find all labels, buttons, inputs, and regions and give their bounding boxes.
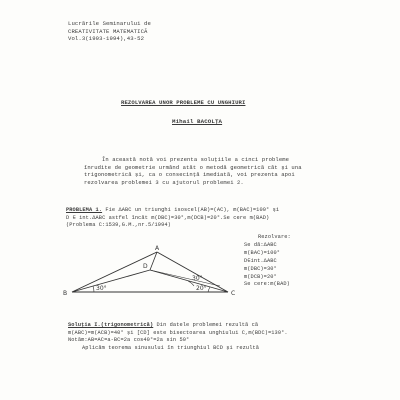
label-c: C (231, 290, 236, 297)
solution-text-1: Din datele problemei rezultă că (153, 322, 259, 328)
label-d: D (143, 263, 148, 270)
intro-line-2: înrudite de geometrie urmând atât o metodă geometrică cât și una (84, 163, 302, 171)
segment-dc (150, 270, 228, 292)
intro-line-4: rezolvarea problemei 3 cu ajutorul problemei 2. (84, 178, 244, 186)
given-line-1: Se dă:ΔABC (244, 241, 277, 248)
given-line-6: Se cere:m(BAD) (244, 281, 290, 288)
solution-block (68, 322, 288, 352)
solution-line-1 (68, 322, 288, 330)
given-line-4: m(DBC)=30° (244, 265, 277, 272)
angle-label-c: 20° (196, 285, 207, 292)
solution-line-2: m(ABC)=m(ACB)=40° și [CD] este bisectoarea unghiului C,m(BDC)=130°. (68, 329, 288, 336)
given-block (244, 234, 291, 289)
problem-line-1 (66, 207, 279, 215)
problem-label: PROBLEMA 1. (66, 207, 103, 213)
problem-line-2: D ∈ int.ΔABC astfel încât m(DBC)=30°,m(DCB)=20°.Se cere m(BAD) (66, 214, 270, 221)
header-line-2: CREATIVITATE MATEMATICĂ (68, 27, 148, 35)
paper-author: Mihail BACOLȚA (172, 118, 223, 125)
angle-label-a: 30° (192, 275, 203, 282)
solution-line-3: Notăm:AB=AC=a-BC=2a cos40°=2a sin 50° (68, 337, 190, 344)
solution-line-4: Aplicăm teorema sinusului în triunghiul BCD și rezultă (82, 344, 260, 351)
side-ac (157, 252, 228, 292)
header-line-3: Vol.3(1993-1994),43-52 (68, 35, 145, 43)
label-b: B (63, 290, 68, 297)
arc-b (93, 286, 94, 292)
triangle-diagram (60, 245, 238, 300)
intro-line-3: trigonometrică și, ca o consecință imediată, voi prezenta apoi (84, 171, 295, 179)
problem-statement (66, 207, 279, 230)
problem-source: (Problema C:1539,G.M.,nr.5/1994) (66, 222, 171, 228)
intro-line-1: În această notă voi prezenta soluțiile a cinci probleme (102, 156, 290, 163)
given-line-5: m(DCB)=20° (244, 273, 277, 280)
solution-label: Soluția I.(trigonometrică) (68, 322, 154, 328)
label-a: A (155, 245, 160, 252)
header-line-1: Lucrările Seminarului de (68, 20, 151, 27)
given-line-2: m(BAC)=100° (244, 249, 281, 256)
journal-header (68, 20, 151, 43)
angle-label-b: 30° (96, 285, 107, 292)
given-heading: Rezolvare: (258, 234, 291, 240)
given-line-3: D∈int.ΔABC (244, 257, 277, 264)
arc-c (208, 287, 210, 292)
problem-text-1: Fie ΔABC un triunghi isoscel(AB)=(AC), m(BAC)=100° și (105, 207, 280, 213)
segment-helper (150, 270, 220, 286)
paper-title: REZOLVAREA UNOR PROBLEME CU UNGHIURI (121, 99, 246, 106)
intro-paragraph (84, 156, 374, 186)
